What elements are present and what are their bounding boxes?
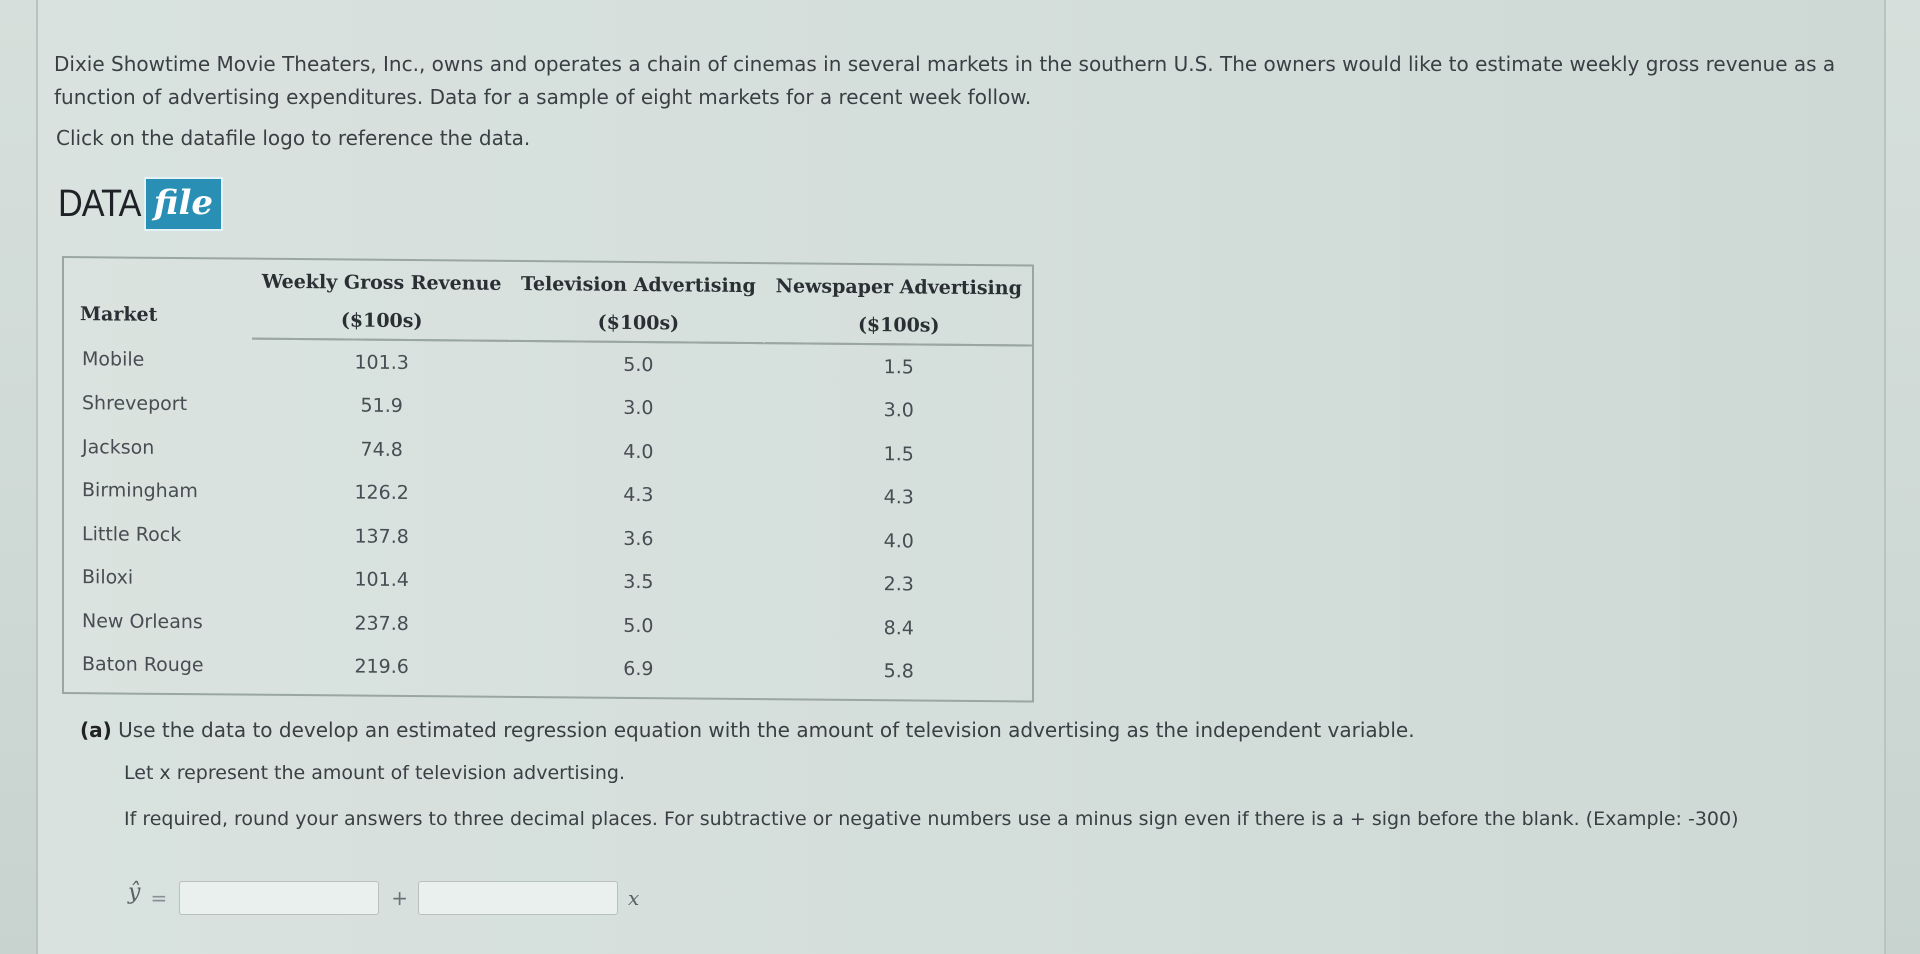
header-news: Newspaper Advertising <box>775 275 1022 300</box>
cell-revenue: 51.9 <box>360 394 403 418</box>
cell-tv: 5.0 <box>623 614 654 637</box>
yhat-symbol: ŷ <box>128 879 141 905</box>
cell-market: New Orleans <box>82 609 203 633</box>
cell-revenue: 237.8 <box>354 612 409 635</box>
cell-news: 4.0 <box>883 529 914 553</box>
datafile-logo-button[interactable] <box>58 178 223 230</box>
table-row <box>64 643 1032 695</box>
regression-equation <box>128 878 639 918</box>
cell-market: Birmingham <box>82 479 198 503</box>
datafile-instruction: Click on the datafile logo to reference the data. <box>56 126 531 150</box>
cell-revenue: 101.3 <box>354 351 409 374</box>
header-tv-unit: ($100s) <box>511 304 765 343</box>
datafile-logo-data-text: DATA <box>58 182 141 225</box>
cell-tv: 5.0 <box>623 353 654 376</box>
rounding-instructions: If required, round your answers to three decimal places. For subtractive or negative numbers use a minus sign even if there is a + sign before the blank. (Example: -300) <box>124 808 1739 830</box>
cell-revenue: 126.2 <box>354 481 409 505</box>
cell-market: Biloxi <box>82 566 134 589</box>
header-market: Market <box>80 303 158 326</box>
header-revenue: Weekly Gross Revenue <box>261 270 502 295</box>
cell-market: Mobile <box>82 348 145 371</box>
x-variable: x <box>627 886 640 910</box>
cell-tv: 3.6 <box>623 527 654 550</box>
cell-tv: 3.0 <box>623 397 654 420</box>
cell-news: 3.0 <box>883 399 914 422</box>
slope-input[interactable] <box>418 881 618 915</box>
header-tv: Television Advertising <box>520 273 756 298</box>
equals-sign: = <box>150 886 168 910</box>
question-a <box>80 718 1415 742</box>
cell-tv: 4.0 <box>623 440 654 463</box>
cell-revenue: 74.8 <box>360 438 403 461</box>
cell-market: Baton Rouge <box>82 653 204 677</box>
let-x-statement: Let x represent the amount of television advertising. <box>124 762 625 784</box>
cell-market: Shreveport <box>82 392 188 416</box>
data-table <box>64 258 1032 694</box>
cell-news: 1.5 <box>883 355 914 379</box>
cell-news: 5.8 <box>883 660 914 683</box>
cell-tv: 6.9 <box>623 658 654 681</box>
plus-sign: + <box>391 886 408 910</box>
header-revenue-unit: ($100s) <box>252 302 511 341</box>
intercept-input[interactable] <box>179 881 379 915</box>
intro-paragraph: Dixie Showtime Movie Theaters, Inc., owns and operates a chain of cinemas in several markets in the southern U.S. The owners would like to estimate weekly gross revenue as a function of advertising expenditures. Data for a sample of eight markets for a recent week follow. <box>54 52 1836 109</box>
cell-revenue: 219.6 <box>354 655 409 679</box>
cell-revenue: 137.8 <box>354 525 409 548</box>
cell-news: 4.3 <box>883 486 914 509</box>
datafile-logo-file-text: file <box>144 177 223 231</box>
cell-news: 2.3 <box>883 573 914 596</box>
question-a-label: (a) <box>80 718 112 742</box>
question-a-text: Use the data to develop an estimated regression equation with the amount of television advertising as the independent variable. <box>118 718 1415 742</box>
cell-tv: 4.3 <box>623 484 654 507</box>
cell-revenue: 101.4 <box>354 568 409 592</box>
data-table-container <box>62 256 1034 702</box>
cell-news: 1.5 <box>883 442 914 466</box>
header-news-unit: ($100s) <box>765 306 1032 345</box>
problem-intro <box>54 48 1874 114</box>
cell-market: Little Rock <box>82 522 182 546</box>
cell-news: 8.4 <box>883 616 914 640</box>
cell-market: Jackson <box>82 435 155 459</box>
cell-tv: 3.5 <box>623 571 654 594</box>
